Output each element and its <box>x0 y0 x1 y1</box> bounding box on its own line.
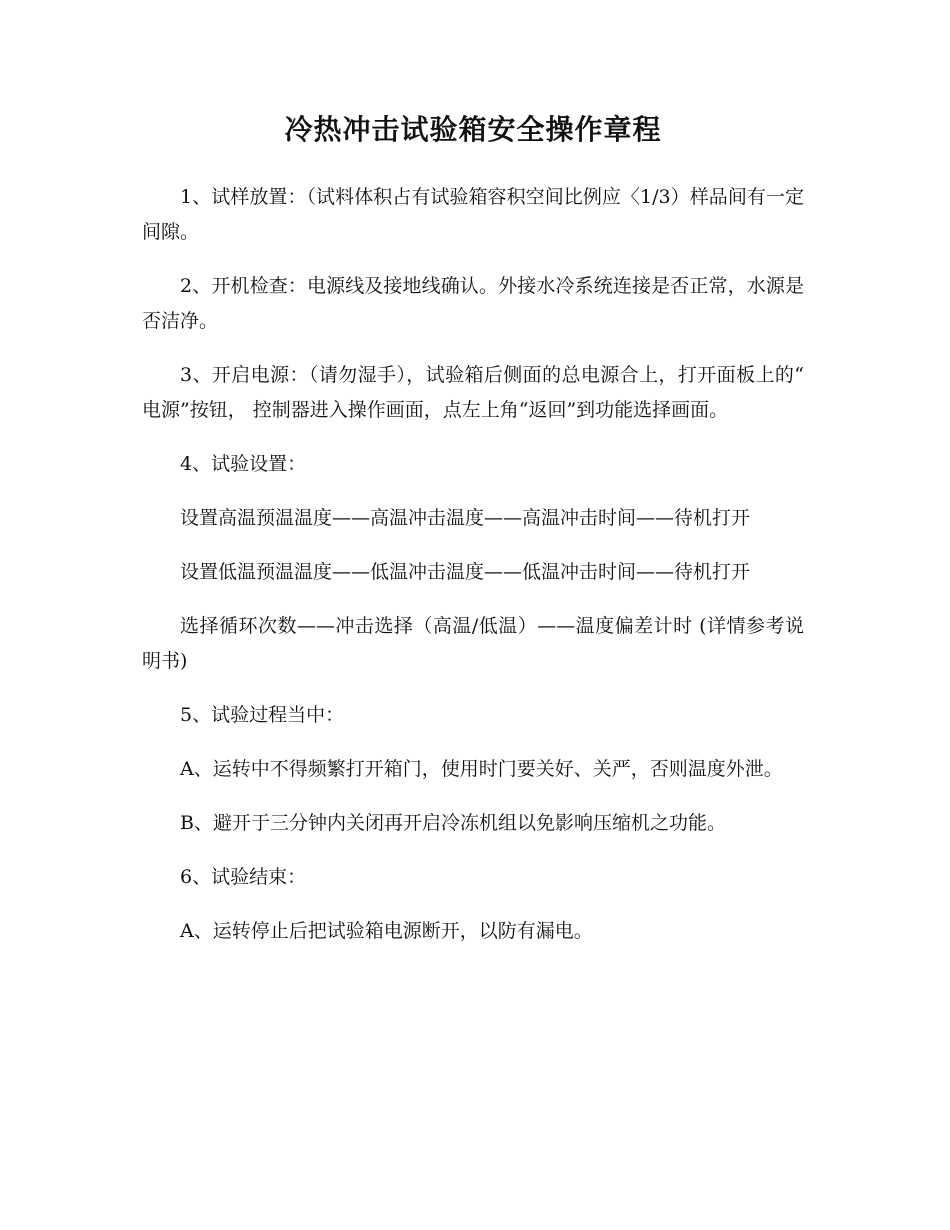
paragraph-startup-check: 2、开机检查：电源线及接地线确认。外接水冷系统连接是否正常，水源是否洁净。 <box>142 275 804 332</box>
paragraph-compressor-warning: B、避开于三分钟内关闭再开启冷冻机组以免影响压缩机之功能。 <box>180 812 726 834</box>
document-title: 冷热冲击试验箱安全操作章程 <box>284 113 662 146</box>
document-body <box>142 110 804 968</box>
paragraph-door-warning: A、运转中不得频繁打开箱门，使用时门要关好、关严，否则温度外泄。 <box>180 758 783 780</box>
paragraph-power-off: A、运转停止后把试验箱电源断开，以防有漏电。 <box>180 920 593 942</box>
paragraph-test-process-heading: 5、试验过程当中： <box>180 704 345 726</box>
paragraph-high-temp-settings: 设置高温预温温度——高温冲击温度——高温冲击时间——待机打开 <box>180 507 751 529</box>
paragraph-test-end-heading: 6、试验结束： <box>180 866 307 888</box>
paragraph-cycle-settings: 选择循环次数——冲击选择（高温/低温）——温度偏差计时 (详情参考说明书) <box>142 615 804 672</box>
paragraph-low-temp-settings: 设置低温预温温度——低温冲击温度——低温冲击时间——待机打开 <box>180 561 751 583</box>
paragraph-sample-placement: 1、试样放置：（试料体积占有试验箱容积空间比例应〈1/3）样品间有一定间隙。 <box>142 186 804 243</box>
paragraph-power-on: 3、开启电源：（请勿湿手），试验箱后侧面的总电源合上，打开面板上的“ 电源”按钮， 控制器进入操作画面，点左上角“返回”到功能选择画面。 <box>142 364 804 421</box>
paragraph-test-settings-heading: 4、试验设置： <box>180 453 307 475</box>
